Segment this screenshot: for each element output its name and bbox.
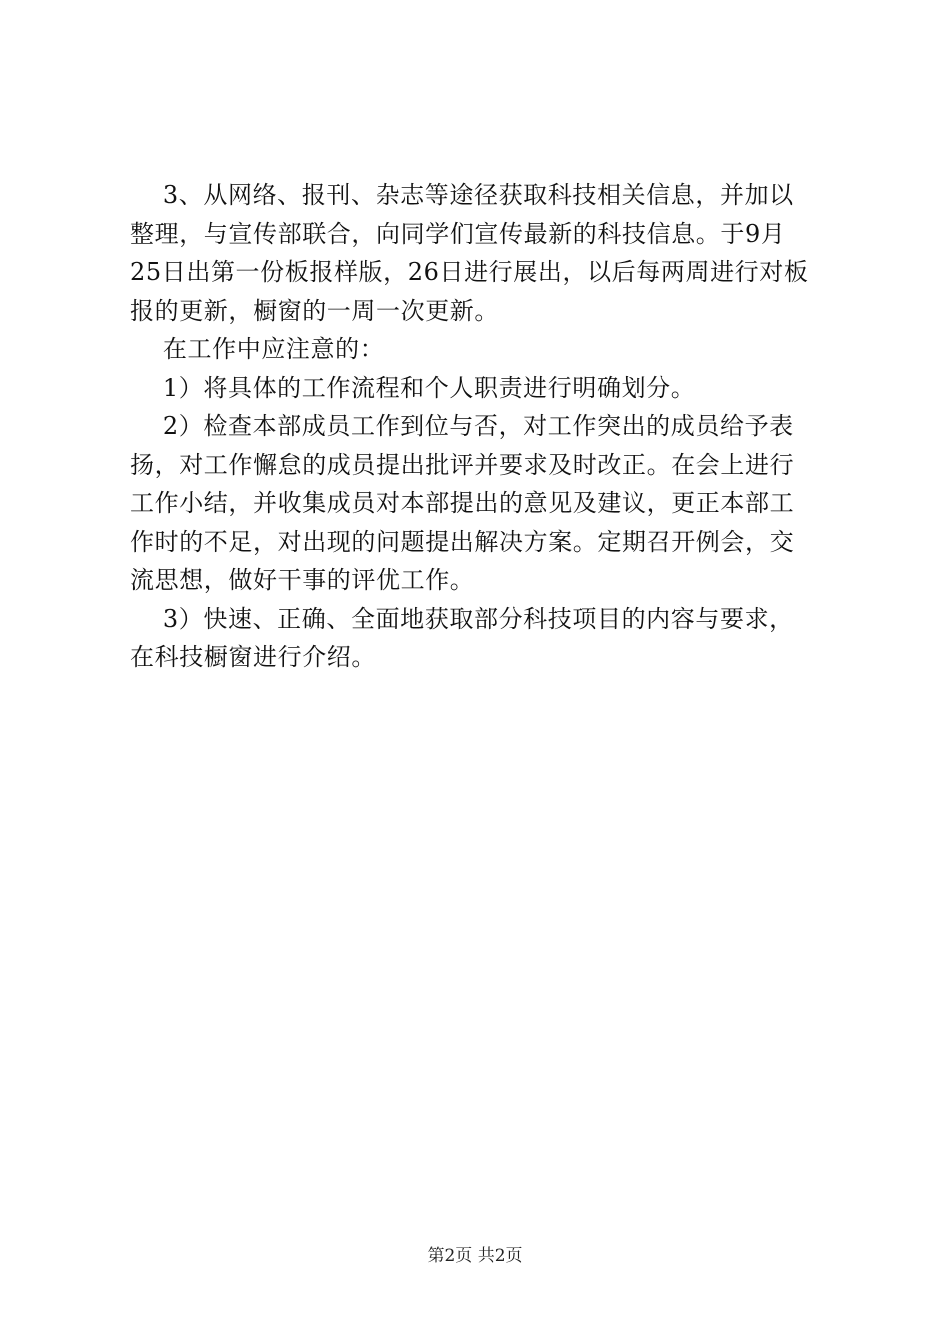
page-number-label: 第2页 共2页: [427, 1246, 523, 1266]
text-line: 工作小结，并收集成员对本部提出的意见及建议，更正本部工: [130, 489, 795, 517]
text-line: 整理，与宣传部联合，向同学们宣传最新的科技信息。于9月: [130, 219, 786, 248]
text-line: 在科技橱窗进行介绍。: [130, 643, 376, 671]
text-line: 25日出第一份板报样版，26日进行展出，以后每两周进行对板: [130, 258, 809, 286]
text-line: 扬，对工作懈怠的成员提出批评并要求及时改正。在会上进行: [130, 450, 795, 479]
text-line: 3、从网络、报刊、杂志等途径获取科技相关信息，并加以: [130, 181, 794, 209]
document-body: [130, 176, 830, 677]
text-line: 2）检查本部成员工作到位与否，对工作突出的成员给予表: [130, 412, 794, 440]
text-line: 流思想，做好干事的评优工作。: [130, 566, 475, 594]
page-footer: [0, 1244, 950, 1268]
text-line: 在工作中应注意的：: [130, 335, 385, 363]
text-line: 报的更新，橱窗的一周一次更新。: [130, 296, 499, 325]
text-line: 3）快速、正确、全面地获取部分科技项目的内容与要求，: [130, 604, 794, 633]
text-line: 1）将具体的工作流程和个人职责进行明确划分。: [130, 373, 696, 402]
text-line: 作时的不足，对出现的问题提出解决方案。定期召开例会，交: [130, 527, 795, 556]
